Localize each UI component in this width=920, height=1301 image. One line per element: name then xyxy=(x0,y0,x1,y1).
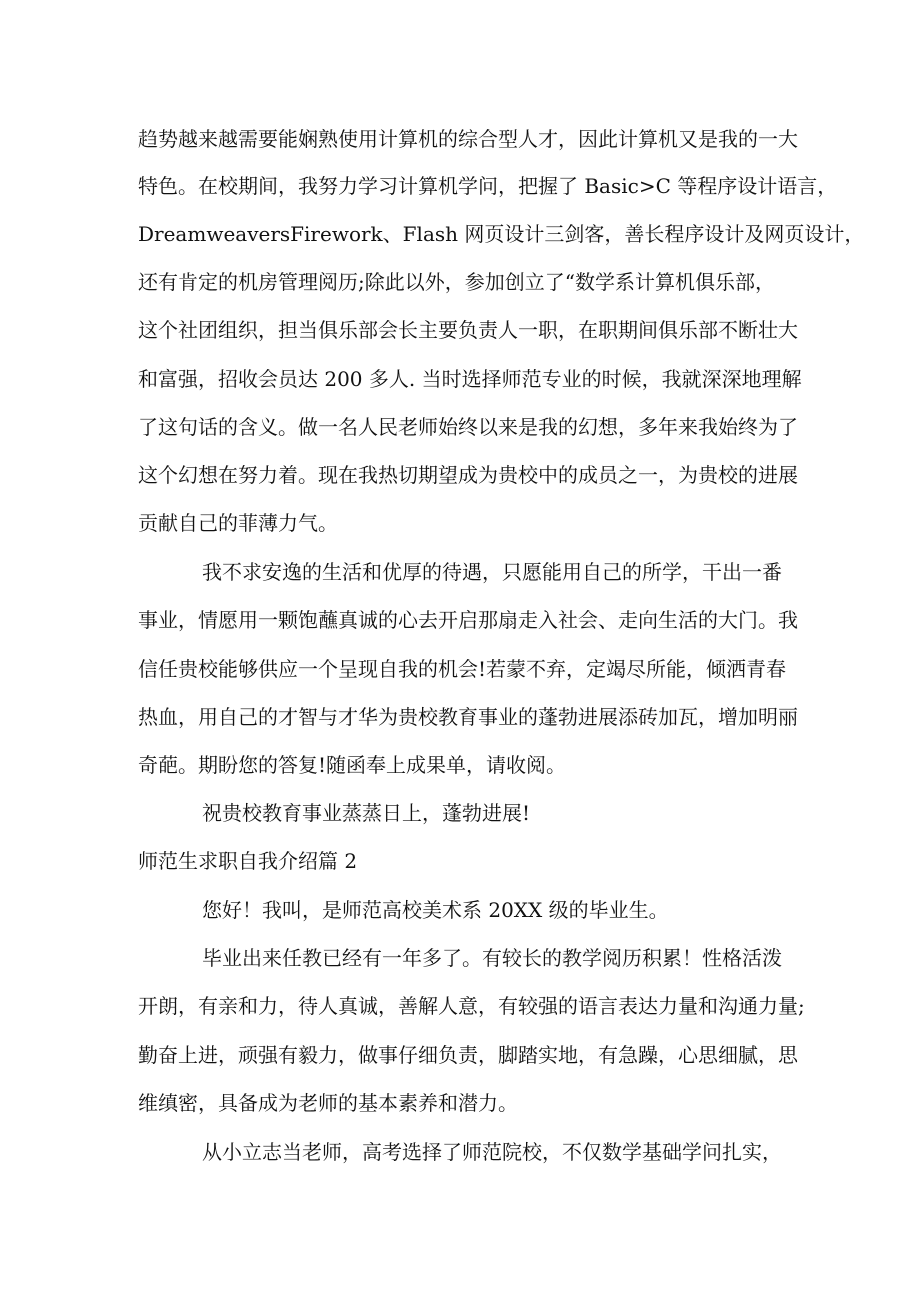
paragraph-first-line: 我不求安逸的生活和优厚的待遇，只愿能用自己的所学，干出一番 xyxy=(202,560,782,584)
text-line: 特色。在校期间，我努力学习计算机学问，把握了 Basic>C 等程序设计语言， xyxy=(138,174,838,198)
text-line: 了这句话的含义。做一名人民老师始终以来是我的幻想，多年来我始终为了 xyxy=(138,415,798,439)
text-line: 热血，用自己的才智与才华为贵校教育事业的蓬勃进展添砖加瓦，增加明丽 xyxy=(138,705,798,729)
text-line: 这个幻想在努力着。现在我热切期望成为贵校中的成员之一，为贵校的进展 xyxy=(138,463,798,487)
text-line: 维缜密，具备成为老师的基本素养和潜力。 xyxy=(138,1091,518,1115)
text-line: 信任贵校能够供应一个呈现自我的机会!若蒙不弃，定竭尽所能，倾洒青春 xyxy=(138,657,787,681)
text-line: DreamweaversFirework、Flash 网页设计三剑客，善长程序设计及网页设计， xyxy=(138,222,865,246)
text-line: 奇葩。期盼您的答复!随函奉上成果单，请收阅。 xyxy=(138,753,567,777)
text-line: 和富强，招收会员达 200 多人. 当时选择师范专业的时候，我就深深地理解 xyxy=(138,367,802,391)
closing-wish: 祝贵校教育事业蒸蒸日上，蓬勃进展! xyxy=(202,801,531,825)
text-line: 贡献自己的菲薄力气。 xyxy=(138,511,338,535)
text-line: 勤奋上进，顽强有毅力，做事仔细负责，脚踏实地，有急躁，心思细腻，思 xyxy=(138,1043,798,1067)
text-line: 趋势越来越需要能娴熟使用计算机的综合型人才，因此计算机又是我的一大 xyxy=(138,127,798,151)
section-heading: 师范生求职自我介绍篇 2 xyxy=(138,849,358,873)
text-line: 还有肯定的机房管理阅历;除此以外，参加创立了“数学系计算机俱乐部， xyxy=(138,270,775,294)
text-line: 事业，情愿用一颗饱蘸真诚的心去开启那扇走入社会、走向生活的大门。我 xyxy=(138,608,798,632)
paragraph-first-line: 毕业出来任教已经有一年多了。有较长的教学阅历积累！性格活泼 xyxy=(202,946,782,970)
paragraph-first-line: 从小立志当老师，高考选择了师范院校，不仅数学基础学问扎实， xyxy=(202,1140,782,1164)
text-line: 开朗，有亲和力，待人真诚，善解人意，有较强的语言表达力量和沟通力量; xyxy=(138,994,805,1018)
text-line: 这个社团组织，担当俱乐部会长主要负责人一职，在职期间俱乐部不断壮大 xyxy=(138,318,798,342)
greeting-line: 您好！我叫，是师范高校美术系 20XX 级的毕业生。 xyxy=(202,898,669,922)
